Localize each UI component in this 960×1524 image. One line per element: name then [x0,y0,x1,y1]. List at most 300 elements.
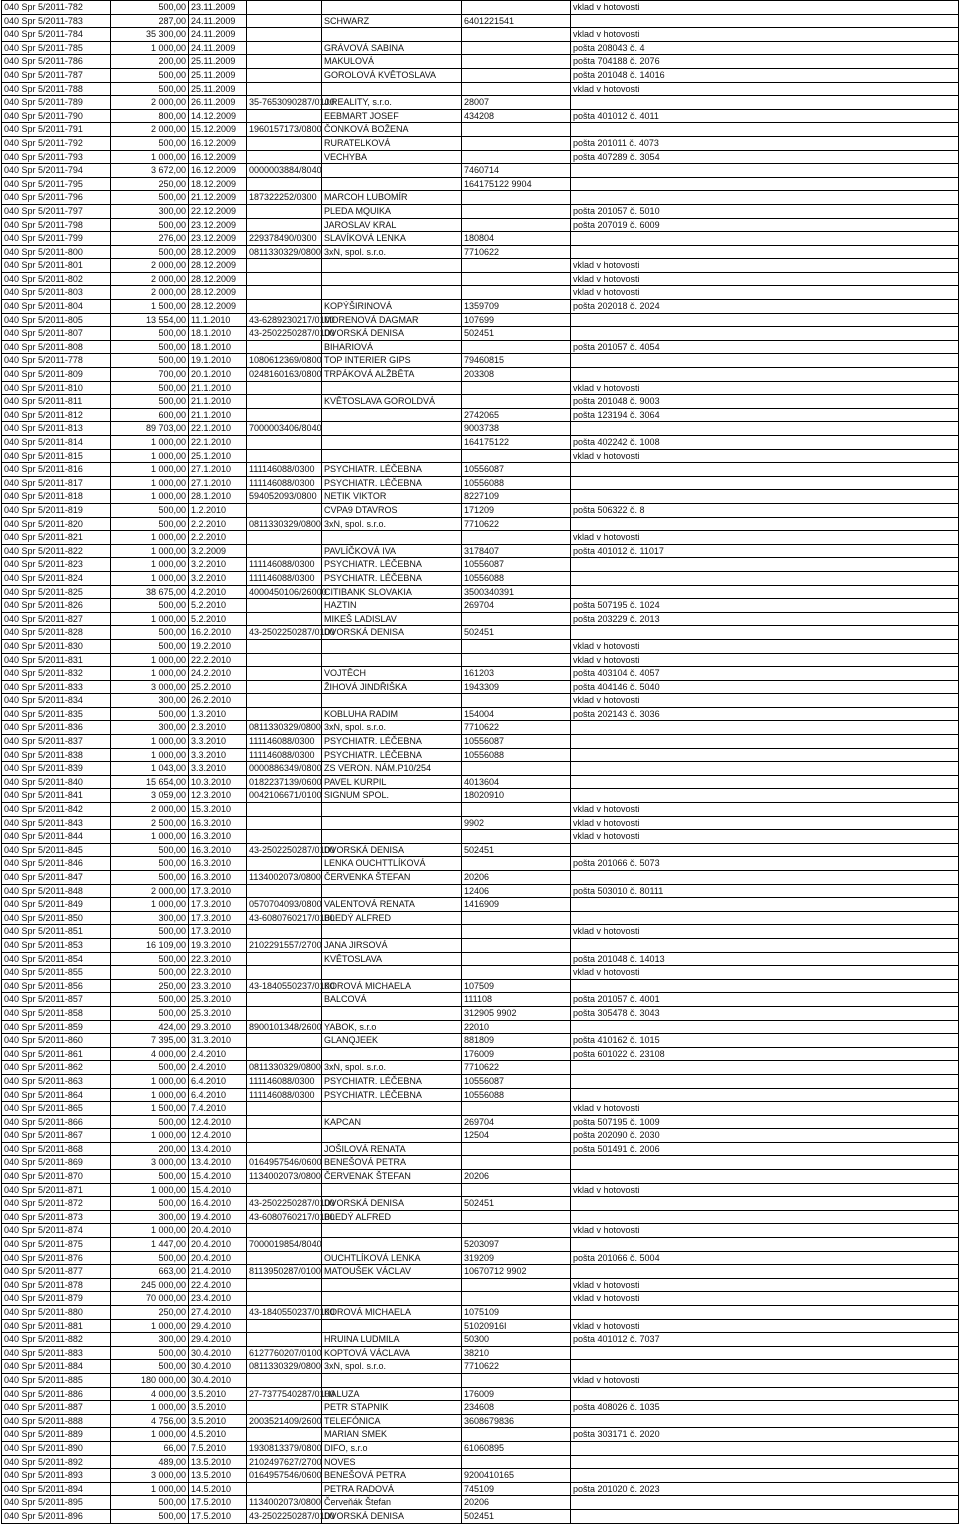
payer-name-cell [322,436,462,450]
note-cell [571,1211,959,1225]
account-cell: 187322252/0300 [247,191,322,205]
table-row [2,980,959,994]
date-cell: 23.4.2010 [189,1292,247,1306]
table-row [2,599,959,613]
table-row [2,1143,959,1157]
case-number-cell: 040 Spr 5/2011-884 [2,1360,111,1374]
symbol-cell: 20206 [462,871,571,885]
note-cell [571,1415,959,1429]
table-row [2,667,959,681]
payer-name-cell: DVORSKÁ DENISA [322,844,462,858]
case-number-cell: 040 Spr 5/2011-856 [2,980,111,994]
table-row [2,409,959,423]
table-row [2,1415,959,1429]
symbol-cell [462,966,571,980]
table-row [2,871,959,885]
account-cell: 111146088/0300 [247,1075,322,1089]
date-cell: 23.12.2009 [189,219,247,233]
case-number-cell: 040 Spr 5/2011-833 [2,681,111,695]
date-cell: 25.11.2009 [189,55,247,69]
amount-cell: 250,00 [111,178,189,192]
date-cell: 25.3.2010 [189,993,247,1007]
date-cell: 1.2.2010 [189,504,247,518]
note-cell: pošta 201048 č. 9003 [571,395,959,409]
table-row [2,586,959,600]
account-cell [247,15,322,29]
symbol-cell: 20206 [462,1496,571,1510]
account-cell [247,857,322,871]
note-cell: pošta 704188 č. 2076 [571,55,959,69]
symbol-cell [462,857,571,871]
amount-cell: 500,00 [111,191,189,205]
note-cell [571,178,959,192]
account-cell: 0042106671/0100 [247,789,322,803]
date-cell: 30.4.2010 [189,1347,247,1361]
note-cell: vklad v hotovosti [571,259,959,273]
amount-cell: 700,00 [111,368,189,382]
amount-cell: 500,00 [111,953,189,967]
table-row [2,1442,959,1456]
case-number-cell: 040 Spr 5/2011-797 [2,205,111,219]
account-cell [247,273,322,287]
account-cell [247,1184,322,1198]
symbol-cell: 881809 [462,1034,571,1048]
case-number-cell: 040 Spr 5/2011-862 [2,1061,111,1075]
symbol-cell: 502451 [462,1510,571,1524]
case-number-cell: 040 Spr 5/2011-879 [2,1292,111,1306]
amount-cell: 250,00 [111,1306,189,1320]
amount-cell: 500,00 [111,599,189,613]
case-number-cell: 040 Spr 5/2011-804 [2,300,111,314]
note-cell [571,123,959,137]
payer-name-cell [322,28,462,42]
note-cell: vklad v hotovosti [571,1292,959,1306]
payer-name-cell [322,803,462,817]
account-cell [247,613,322,627]
amount-cell: 200,00 [111,55,189,69]
date-cell: 3.3.2010 [189,749,247,763]
account-cell: 1960157173/0800 [247,123,322,137]
date-cell: 7.5.2010 [189,1442,247,1456]
note-cell [571,96,959,110]
table-row [2,354,959,368]
table-row [2,477,959,491]
table-row [2,151,959,165]
amount-cell: 500,00 [111,640,189,654]
date-cell: 26.11.2009 [189,96,247,110]
note-cell: pošta 507195 č. 1024 [571,599,959,613]
date-cell: 30.4.2010 [189,1374,247,1388]
payer-name-cell [322,531,462,545]
case-number-cell: 040 Spr 5/2011-840 [2,776,111,790]
payer-name-cell: JAROSLAV KRAL [322,219,462,233]
note-cell [571,1238,959,1252]
payer-name-cell: PETR STAPNIK [322,1401,462,1415]
note-cell [571,1170,959,1184]
table-row [2,966,959,980]
payer-name-cell: 3xN, spol. s.r.o. [322,721,462,735]
date-cell: 30.4.2010 [189,1360,247,1374]
note-cell [571,572,959,586]
note-cell [571,368,959,382]
note-cell: vklad v hotovosti [571,1374,959,1388]
account-cell: 1134002073/0800 [247,1496,322,1510]
date-cell: 21.1.2010 [189,395,247,409]
table-row [2,817,959,831]
account-cell [247,1102,322,1116]
table-row [2,545,959,559]
case-number-cell: 040 Spr 5/2011-882 [2,1333,111,1347]
account-cell: 43-2502250287/0100 [247,626,322,640]
case-number-cell: 040 Spr 5/2011-843 [2,817,111,831]
symbol-cell: 22010 [462,1021,571,1035]
payer-name-cell: SCHWARZ [322,15,462,29]
account-cell: 0164957546/0600 [247,1156,322,1170]
note-cell: pošta 404146 č. 5040 [571,681,959,695]
table-row [2,993,959,1007]
account-cell: 0811330329/0800 [247,246,322,260]
payer-name-cell: MAKULOVÁ [322,55,462,69]
case-number-cell: 040 Spr 5/2011-818 [2,490,111,504]
note-cell: pošta 501491 č. 2006 [571,1143,959,1157]
note-cell: pošta 208043 č. 4 [571,42,959,56]
amount-cell: 250,00 [111,980,189,994]
date-cell: 10.3.2010 [189,776,247,790]
table-row [2,558,959,572]
case-number-cell: 040 Spr 5/2011-864 [2,1089,111,1103]
note-cell [571,1061,959,1075]
case-number-cell: 040 Spr 5/2011-893 [2,1469,111,1483]
symbol-cell: 7460714 [462,164,571,178]
table-row [2,626,959,640]
date-cell: 28.12.2009 [189,300,247,314]
note-cell [571,1197,959,1211]
case-number-cell: 040 Spr 5/2011-883 [2,1347,111,1361]
account-cell: 111146088/0300 [247,572,322,586]
case-number-cell: 040 Spr 5/2011-886 [2,1388,111,1402]
symbol-cell: 9003738 [462,422,571,436]
account-cell [247,83,322,97]
note-cell [571,1075,959,1089]
amount-cell: 1 500,00 [111,300,189,314]
symbol-cell [462,123,571,137]
account-cell: 0000886349/0800 [247,762,322,776]
amount-cell: 1 000,00 [111,1428,189,1442]
case-number-cell: 040 Spr 5/2011-790 [2,110,111,124]
payer-name-cell [322,1102,462,1116]
date-cell: 2.3.2010 [189,721,247,735]
amount-cell: 500,00 [111,382,189,396]
date-cell: 28.12.2009 [189,286,247,300]
amount-cell: 2 000,00 [111,803,189,817]
date-cell: 27.1.2010 [189,463,247,477]
date-cell: 12.4.2010 [189,1116,247,1130]
note-cell: pošta 201011 č. 4073 [571,137,959,151]
payer-name-cell: GLANQJEEK [322,1034,462,1048]
note-cell: pošta 203229 č. 2013 [571,613,959,627]
amount-cell: 1 000,00 [111,830,189,844]
date-cell: 12.3.2010 [189,789,247,803]
table-row [2,654,959,668]
symbol-cell: 79460815 [462,354,571,368]
table-row [2,15,959,29]
payer-name-cell [322,273,462,287]
amount-cell: 276,00 [111,232,189,246]
account-cell [247,436,322,450]
amount-cell: 500,00 [111,993,189,1007]
date-cell: 27.4.2010 [189,1306,247,1320]
date-cell: 27.1.2010 [189,477,247,491]
amount-cell: 4 000,00 [111,1048,189,1062]
payer-name-cell [322,654,462,668]
date-cell: 4.5.2010 [189,1428,247,1442]
amount-cell: 500,00 [111,518,189,532]
date-cell: 20.1.2010 [189,368,247,382]
account-cell [247,925,322,939]
note-cell [571,762,959,776]
account-cell: 0000003884/8040 [247,164,322,178]
amount-cell: 70 000,00 [111,1292,189,1306]
account-cell [247,1401,322,1415]
note-cell [571,898,959,912]
date-cell: 3.5.2010 [189,1415,247,1429]
date-cell: 11.1.2010 [189,314,247,328]
amount-cell: 500,00 [111,1116,189,1130]
account-cell: 594052093/0800 [247,490,322,504]
amount-cell: 1 000,00 [111,1075,189,1089]
amount-cell: 500,00 [111,844,189,858]
note-cell: vklad v hotovosti [571,640,959,654]
date-cell: 23.12.2009 [189,232,247,246]
note-cell: pošta 402242 č. 1008 [571,436,959,450]
payer-name-cell: PSYCHIATR. LÉČEBNA [322,477,462,491]
payer-name-cell [322,885,462,899]
symbol-cell [462,1,571,15]
note-cell: pošta 201057 č. 4001 [571,993,959,1007]
table-row [2,1306,959,1320]
symbol-cell: 164175122 9904 [462,178,571,192]
payer-name-cell: MIKEŠ LADISLAV [322,613,462,627]
account-cell [247,1129,322,1143]
symbol-cell: 50300 [462,1333,571,1347]
table-row [2,191,959,205]
case-number-cell: 040 Spr 5/2011-799 [2,232,111,246]
note-cell [571,422,959,436]
account-cell [247,830,322,844]
note-cell [571,721,959,735]
table-row [2,1116,959,1130]
account-cell [247,205,322,219]
table-row [2,1510,959,1524]
account-cell [247,1333,322,1347]
payer-name-cell: BLEDÝ ALFRED [322,1211,462,1225]
table-row [2,110,959,124]
case-number-cell: 040 Spr 5/2011-830 [2,640,111,654]
payer-name-cell [322,694,462,708]
note-cell [571,314,959,328]
case-number-cell: 040 Spr 5/2011-812 [2,409,111,423]
note-cell: pošta 201048 č. 14013 [571,953,959,967]
case-number-cell: 040 Spr 5/2011-816 [2,463,111,477]
date-cell: 19.1.2010 [189,354,247,368]
amount-cell: 500,00 [111,925,189,939]
symbol-cell [462,395,571,409]
date-cell: 2.4.2010 [189,1048,247,1062]
amount-cell: 500,00 [111,966,189,980]
note-cell: vklad v hotovosti [571,966,959,980]
payer-name-cell: KVĚTOSLAVA GOROLDVÁ [322,395,462,409]
note-cell: vklad v hotovosti [571,1320,959,1334]
case-number-cell: 040 Spr 5/2011-874 [2,1224,111,1238]
case-number-cell: 040 Spr 5/2011-778 [2,354,111,368]
case-number-cell: 040 Spr 5/2011-785 [2,42,111,56]
case-number-cell: 040 Spr 5/2011-863 [2,1075,111,1089]
case-number-cell: 040 Spr 5/2011-800 [2,246,111,260]
table-row [2,885,959,899]
date-cell: 16.4.2010 [189,1197,247,1211]
symbol-cell: 111108 [462,993,571,1007]
date-cell: 16.3.2010 [189,844,247,858]
symbol-cell [462,953,571,967]
payer-name-cell: HAZTIN [322,599,462,613]
date-cell: 3.2.2010 [189,558,247,572]
date-cell: 16.2.2010 [189,626,247,640]
account-cell [247,681,322,695]
symbol-cell: 269704 [462,1116,571,1130]
symbol-cell: 1359709 [462,300,571,314]
table-row [2,123,959,137]
case-number-cell: 040 Spr 5/2011-815 [2,450,111,464]
case-number-cell: 040 Spr 5/2011-855 [2,966,111,980]
table-row [2,708,959,722]
symbol-cell: 3500340391 [462,586,571,600]
note-cell: pošta 207019 č. 6009 [571,219,959,233]
table-row [2,436,959,450]
payer-name-cell: VOJTĚCH [322,667,462,681]
case-number-cell: 040 Spr 5/2011-817 [2,477,111,491]
symbol-cell: 10556088 [462,1089,571,1103]
amount-cell: 1 000,00 [111,1089,189,1103]
case-number-cell: 040 Spr 5/2011-866 [2,1116,111,1130]
note-cell: pošta 401012 č. 4011 [571,110,959,124]
note-cell: pošta 202018 č. 2024 [571,300,959,314]
amount-cell: 500,00 [111,219,189,233]
note-cell: vklad v hotovosti [571,273,959,287]
case-number-cell: 040 Spr 5/2011-839 [2,762,111,776]
payer-name-cell: HALUZA [322,1388,462,1402]
payer-name-cell: KOROVÁ MICHAELA [322,1306,462,1320]
symbol-cell: 502451 [462,1197,571,1211]
account-cell: 43-2502250287/0100 [247,1510,322,1524]
date-cell: 15.12.2009 [189,123,247,137]
amount-cell: 2 000,00 [111,123,189,137]
note-cell [571,327,959,341]
case-number-cell: 040 Spr 5/2011-890 [2,1442,111,1456]
payer-name-cell: JOŠILOVÁ RENATA [322,1143,462,1157]
amount-cell: 1 000,00 [111,1401,189,1415]
date-cell: 22.2.2010 [189,654,247,668]
case-number-cell: 040 Spr 5/2011-859 [2,1021,111,1035]
table-row [2,286,959,300]
symbol-cell: 107509 [462,980,571,994]
case-number-cell: 040 Spr 5/2011-877 [2,1265,111,1279]
date-cell: 28.12.2009 [189,246,247,260]
amount-cell: 600,00 [111,409,189,423]
amount-cell: 1 000,00 [111,735,189,749]
note-cell [571,1388,959,1402]
account-cell: 7000019854/8040 [247,1238,322,1252]
note-cell [571,586,959,600]
note-cell: pošta 506322 č. 8 [571,504,959,518]
table-row [2,925,959,939]
note-cell: vklad v hotovosti [571,450,959,464]
amount-cell: 245 000,00 [111,1279,189,1293]
date-cell: 14.5.2010 [189,1483,247,1497]
account-cell: 0182237139/0600 [247,776,322,790]
case-number-cell: 040 Spr 5/2011-810 [2,382,111,396]
account-cell [247,1007,322,1021]
payer-name-cell: TRPÁKOVÁ ALŽBĚTA [322,368,462,382]
amount-cell: 500,00 [111,1347,189,1361]
symbol-cell: 9902 [462,817,571,831]
note-cell: pošta 201020 č. 2023 [571,1483,959,1497]
payer-name-cell [322,1320,462,1334]
amount-cell: 4 000,00 [111,1388,189,1402]
date-cell: 25.1.2010 [189,450,247,464]
table-row [2,953,959,967]
table-row [2,395,959,409]
payer-name-cell: ČONKOVÁ BOŽENA [322,123,462,137]
account-cell [247,1292,322,1306]
table-row [2,1279,959,1293]
payer-name-cell: DIFO, s.r.o [322,1442,462,1456]
date-cell: 13.5.2010 [189,1456,247,1470]
note-cell: pošta 401012 č. 11017 [571,545,959,559]
case-number-cell: 040 Spr 5/2011-858 [2,1007,111,1021]
case-number-cell: 040 Spr 5/2011-885 [2,1374,111,1388]
table-row [2,1061,959,1075]
symbol-cell [462,83,571,97]
date-cell: 13.4.2010 [189,1143,247,1157]
note-cell [571,1510,959,1524]
date-cell: 20.4.2010 [189,1238,247,1252]
payer-name-cell: RURATELKOVÁ [322,137,462,151]
payer-name-cell: BLEDÝ ALFRED [322,912,462,926]
date-cell: 26.2.2010 [189,694,247,708]
date-cell: 21.1.2010 [189,382,247,396]
amount-cell: 1 000,00 [111,749,189,763]
payer-name-cell: PSYCHIATR. LÉČEBNA [322,749,462,763]
symbol-cell: 10670712 9902 [462,1265,571,1279]
payer-name-cell: PSYCHIATR. LÉČEBNA [322,735,462,749]
table-row [2,1333,959,1347]
payer-name-cell: ČERVENKA ŠTEFAN [322,871,462,885]
case-number-cell: 040 Spr 5/2011-836 [2,721,111,735]
table-row [2,1129,959,1143]
symbol-cell: 269704 [462,599,571,613]
case-number-cell: 040 Spr 5/2011-868 [2,1143,111,1157]
amount-cell: 2 000,00 [111,286,189,300]
account-cell: 6127760207/0100 [247,1347,322,1361]
account-cell: 1930813379/0800 [247,1442,322,1456]
case-number-cell: 040 Spr 5/2011-813 [2,422,111,436]
note-cell [571,246,959,260]
table-row [2,803,959,817]
payer-name-cell: MORENOVÁ DAGMAR [322,314,462,328]
account-cell: 2003521409/2600 [247,1415,322,1429]
payer-name-cell [322,1129,462,1143]
table-row [2,1347,959,1361]
